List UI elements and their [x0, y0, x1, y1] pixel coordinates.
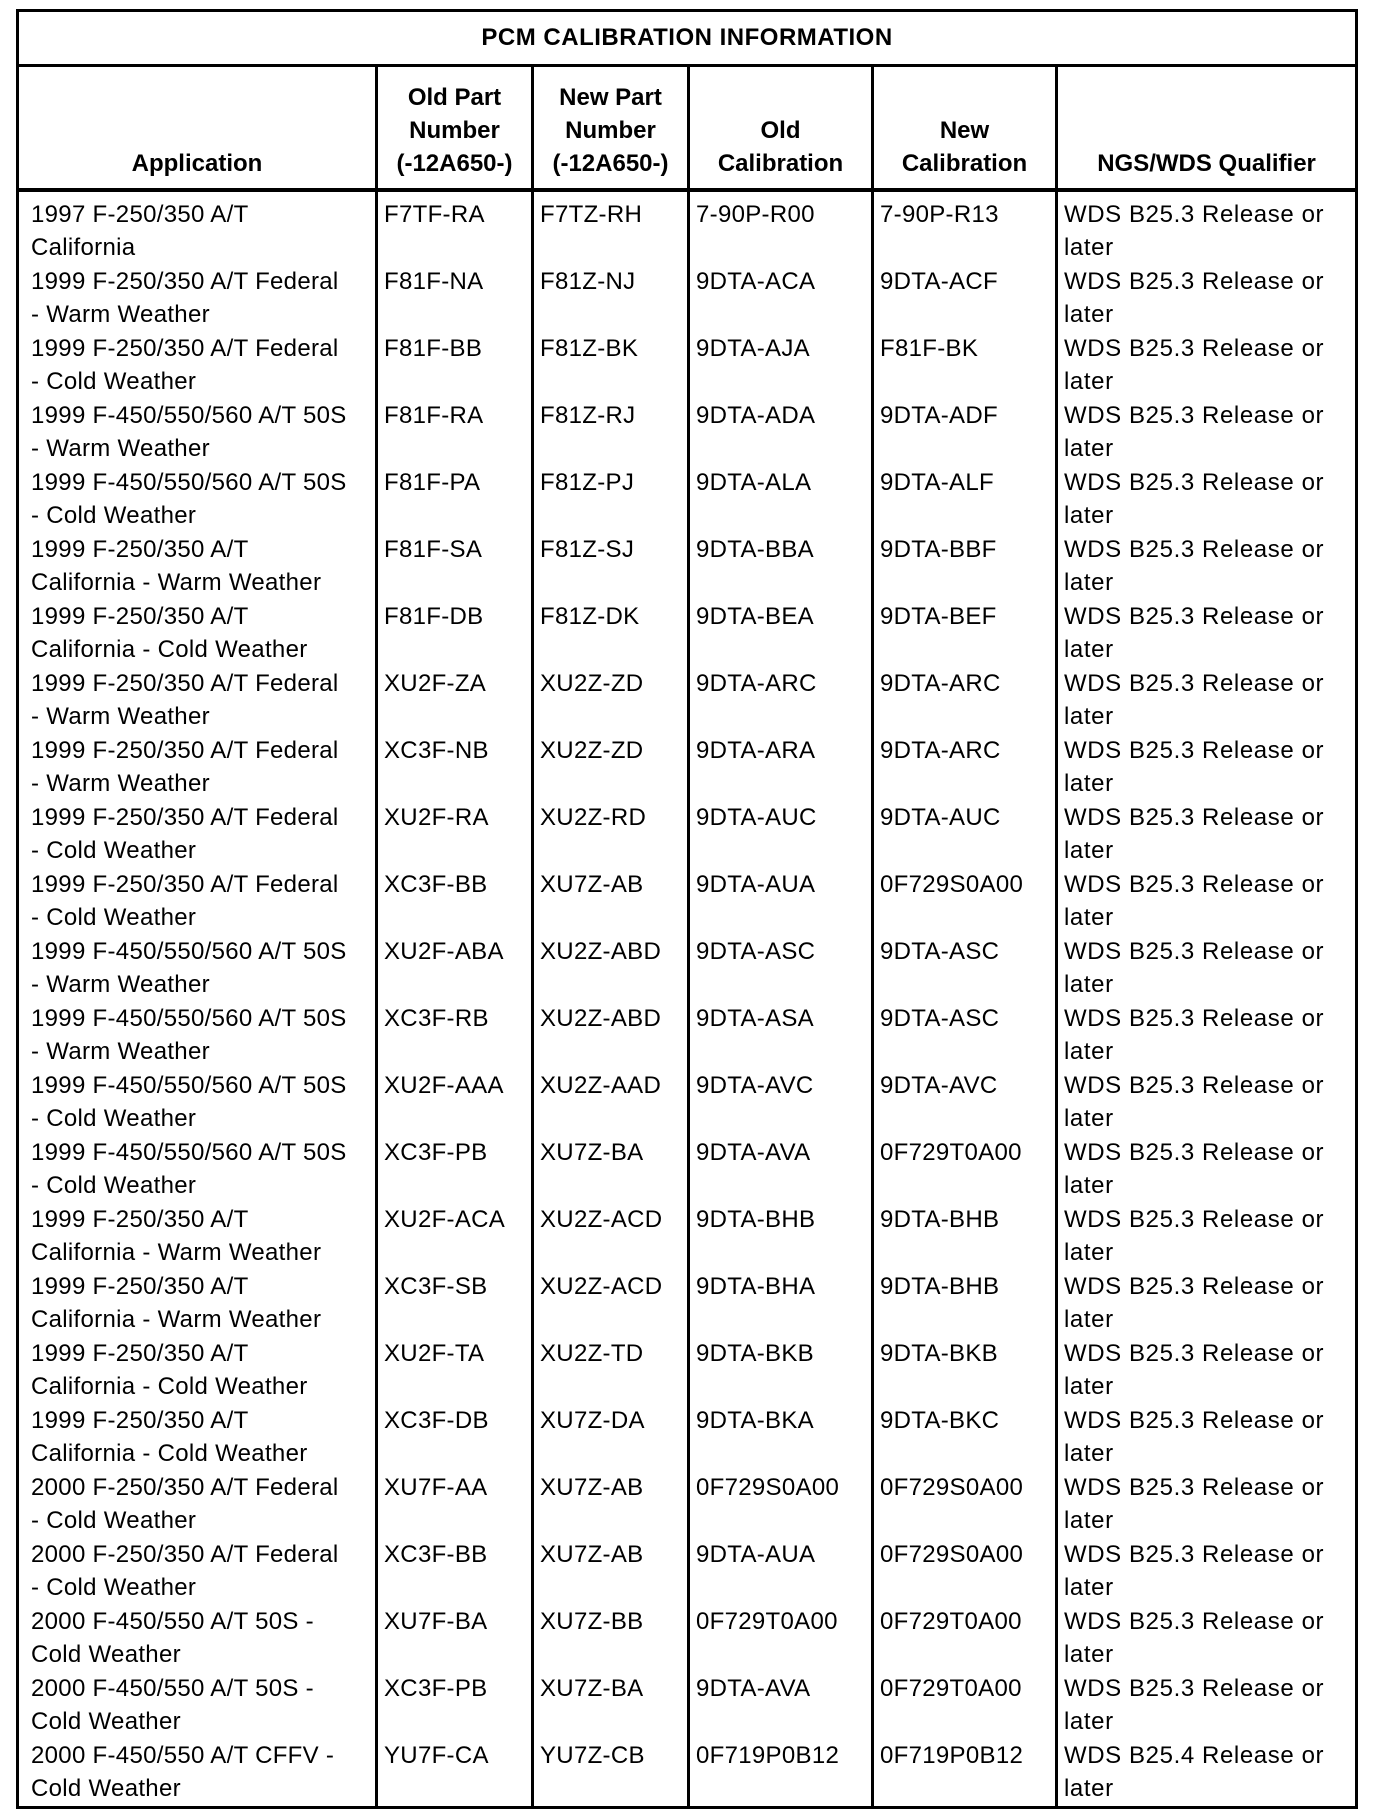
application-line-1: 1999 F-250/350 A/T — [31, 1273, 249, 1300]
qualifier-cell — [1057, 1671, 1357, 1738]
application-cell — [18, 934, 377, 1001]
column-header-line: Calibration — [901, 150, 1028, 177]
application-line-1: 2000 F-250/350 A/T Federal — [31, 1541, 339, 1568]
old-part-number-cell: XC3F-SB — [377, 1269, 533, 1336]
new-part-number-cell: YU7Z-CB — [533, 1738, 689, 1807]
column-header-line: Calibration — [717, 150, 844, 177]
old-part-number-cell: F7TF-RA — [377, 190, 533, 264]
qualifier-line-2: later — [1064, 703, 1114, 730]
application-cell — [18, 1738, 377, 1807]
qualifier-cell — [1057, 398, 1357, 465]
application-line-1: 2000 F-450/550 A/T 50S - — [31, 1675, 314, 1702]
application-cell — [18, 1403, 377, 1470]
old-part-number-cell: XU2F-AAA — [377, 1068, 533, 1135]
old-part-number-cell: XC3F-RB — [377, 1001, 533, 1068]
new-part-number-cell: XU2Z-ZD — [533, 733, 689, 800]
qualifier-line-1: WDS B25.3 Release or — [1064, 1139, 1325, 1166]
application-line-1: 1999 F-450/550/560 A/T 50S — [31, 938, 347, 965]
pcm-calibration-table-wrapper — [16, 9, 1355, 1809]
new-part-number-cell: XU7Z-AB — [533, 1537, 689, 1604]
application-line-2: Cold Weather — [31, 1775, 181, 1802]
qualifier-cell — [1057, 331, 1357, 398]
qualifier-line-1: WDS B25.3 Release or — [1064, 1340, 1325, 1367]
qualifier-cell — [1057, 190, 1357, 264]
new-calibration-cell: 9DTA-ACF — [873, 264, 1057, 331]
qualifier-line-1: WDS B25.3 Release or — [1064, 1273, 1325, 1300]
application-line-2: - Cold Weather — [31, 1574, 197, 1601]
old-calibration-cell: 9DTA-BKB — [689, 1336, 873, 1403]
column-header-row — [18, 66, 1357, 191]
qualifier-line-2: later — [1064, 1172, 1114, 1199]
column-header-line: Number — [409, 117, 500, 144]
new-calibration-cell: 0F729T0A00 — [873, 1135, 1057, 1202]
column-header-line — [878, 81, 1051, 114]
qualifier-line-1: WDS B25.3 Release or — [1064, 1407, 1325, 1434]
table-row — [18, 1269, 1357, 1336]
new-part-number-cell: F81Z-BK — [533, 331, 689, 398]
application-line-2: - Cold Weather — [31, 1105, 197, 1132]
new-part-number-cell: XU2Z-ABD — [533, 1001, 689, 1068]
new-part-number-cell: XU7Z-DA — [533, 1403, 689, 1470]
application-line-1: 1999 F-250/350 A/T Federal — [31, 268, 339, 295]
table-row — [18, 1068, 1357, 1135]
qualifier-line-2: later — [1064, 1574, 1114, 1601]
table-row — [18, 1202, 1357, 1269]
application-cell — [18, 733, 377, 800]
qualifier-cell — [1057, 934, 1357, 1001]
table-row — [18, 1671, 1357, 1738]
column-header-line: New Part — [559, 84, 662, 111]
application-cell — [18, 1068, 377, 1135]
application-line-1: 1999 F-450/550/560 A/T 50S — [31, 1139, 347, 1166]
old-calibration-cell: 9DTA-AUA — [689, 867, 873, 934]
new-part-number-cell: F81Z-SJ — [533, 532, 689, 599]
application-line-2: - Warm Weather — [31, 301, 210, 328]
new-part-number-cell: F81Z-DK — [533, 599, 689, 666]
application-line-2: - Warm Weather — [31, 770, 210, 797]
old-part-number-cell: XU2F-RA — [377, 800, 533, 867]
application-cell — [18, 1671, 377, 1738]
column-header-application — [18, 66, 377, 191]
application-line-2: California — [31, 234, 136, 261]
qualifier-line-2: later — [1064, 1105, 1114, 1132]
application-line-1: 2000 F-450/550 A/T 50S - — [31, 1608, 314, 1635]
qualifier-line-2: later — [1064, 837, 1114, 864]
old-part-number-cell: XC3F-NB — [377, 733, 533, 800]
new-calibration-cell: 9DTA-ASC — [873, 1001, 1057, 1068]
application-line-2: California - Warm Weather — [31, 1306, 322, 1333]
old-calibration-cell: 0F719P0B12 — [689, 1738, 873, 1807]
table-title: PCM CALIBRATION INFORMATION — [18, 11, 1357, 66]
table-row — [18, 733, 1357, 800]
application-line-2: Cold Weather — [31, 1641, 181, 1668]
application-line-2: - Cold Weather — [31, 904, 197, 931]
new-calibration-cell: 9DTA-ALF — [873, 465, 1057, 532]
new-calibration-cell: 9DTA-AVC — [873, 1068, 1057, 1135]
old-part-number-cell: F81F-NA — [377, 264, 533, 331]
old-part-number-cell: XC3F-PB — [377, 1671, 533, 1738]
qualifier-line-1: WDS B25.3 Release or — [1064, 268, 1325, 295]
qualifier-line-2: later — [1064, 1239, 1114, 1266]
old-part-number-cell: F81F-SA — [377, 532, 533, 599]
new-part-number-cell: XU2Z-RD — [533, 800, 689, 867]
application-line-2: California - Warm Weather — [31, 569, 322, 596]
old-part-number-cell: XU2F-TA — [377, 1336, 533, 1403]
application-cell — [18, 331, 377, 398]
application-cell — [18, 1470, 377, 1537]
qualifier-line-1: WDS B25.3 Release or — [1064, 737, 1325, 764]
column-header-line: NGS/WDS Qualifier — [1097, 150, 1316, 177]
old-part-number-cell: XU7F-AA — [377, 1470, 533, 1537]
application-line-1: 1999 F-450/550/560 A/T 50S — [31, 1072, 347, 1099]
column-header-line — [1062, 114, 1351, 147]
qualifier-line-2: later — [1064, 301, 1114, 328]
application-cell — [18, 1269, 377, 1336]
table-row — [18, 1738, 1357, 1807]
qualifier-cell — [1057, 532, 1357, 599]
qualifier-line-1: WDS B25.3 Release or — [1064, 871, 1325, 898]
new-part-number-cell: XU2Z-ACD — [533, 1269, 689, 1336]
qualifier-line-2: later — [1064, 1306, 1114, 1333]
new-calibration-cell: 0F729T0A00 — [873, 1671, 1057, 1738]
qualifier-cell — [1057, 800, 1357, 867]
table-row — [18, 1403, 1357, 1470]
column-header-new-calibration — [873, 66, 1057, 191]
old-calibration-cell: 9DTA-ARA — [689, 733, 873, 800]
old-calibration-cell: 9DTA-BEA — [689, 599, 873, 666]
application-line-2: - Warm Weather — [31, 703, 210, 730]
old-part-number-cell: XC3F-BB — [377, 1537, 533, 1604]
qualifier-cell — [1057, 666, 1357, 733]
new-calibration-cell: 9DTA-ARC — [873, 666, 1057, 733]
new-calibration-cell: 9DTA-ASC — [873, 934, 1057, 1001]
application-line-1: 1999 F-450/550/560 A/T 50S — [31, 469, 347, 496]
application-cell — [18, 1135, 377, 1202]
qualifier-cell — [1057, 1001, 1357, 1068]
qualifier-line-1: WDS B25.3 Release or — [1064, 1608, 1325, 1635]
application-cell — [18, 1537, 377, 1604]
new-part-number-cell: XU7Z-AB — [533, 867, 689, 934]
qualifier-line-1: WDS B25.4 Release or — [1064, 1742, 1325, 1769]
table-row — [18, 1336, 1357, 1403]
new-part-number-cell: F81Z-PJ — [533, 465, 689, 532]
qualifier-cell — [1057, 1135, 1357, 1202]
column-header-line: (-12A650-) — [552, 150, 669, 177]
old-calibration-cell: 7-90P-R00 — [689, 190, 873, 264]
qualifier-cell — [1057, 1470, 1357, 1537]
old-part-number-cell: F81F-DB — [377, 599, 533, 666]
new-calibration-cell: 9DTA-AUC — [873, 800, 1057, 867]
pcm-calibration-table — [16, 9, 1358, 1809]
application-line-1: 1999 F-250/350 A/T — [31, 603, 249, 630]
qualifier-cell — [1057, 465, 1357, 532]
new-calibration-cell: 9DTA-BHB — [873, 1269, 1057, 1336]
new-part-number-cell: XU7Z-BA — [533, 1135, 689, 1202]
old-part-number-cell: YU7F-CA — [377, 1738, 533, 1807]
old-calibration-cell: 9DTA-AVA — [689, 1135, 873, 1202]
qualifier-line-1: WDS B25.3 Release or — [1064, 1541, 1325, 1568]
old-part-number-cell: XU7F-BA — [377, 1604, 533, 1671]
application-line-2: California - Cold Weather — [31, 636, 308, 663]
application-line-2: California - Cold Weather — [31, 1440, 308, 1467]
new-part-number-cell: XU2Z-TD — [533, 1336, 689, 1403]
old-calibration-cell: 9DTA-AJA — [689, 331, 873, 398]
table-body — [18, 190, 1357, 1807]
qualifier-line-2: later — [1064, 1708, 1114, 1735]
application-cell — [18, 1336, 377, 1403]
new-part-number-cell: XU7Z-AB — [533, 1470, 689, 1537]
new-calibration-cell: 9DTA-ARC — [873, 733, 1057, 800]
old-part-number-cell: XU2F-ABA — [377, 934, 533, 1001]
old-calibration-cell: 0F729T0A00 — [689, 1604, 873, 1671]
old-calibration-cell: 9DTA-BKA — [689, 1403, 873, 1470]
application-cell — [18, 666, 377, 733]
qualifier-line-2: later — [1064, 1440, 1114, 1467]
old-calibration-cell: 9DTA-ADA — [689, 398, 873, 465]
table-row — [18, 599, 1357, 666]
application-line-1: 1999 F-250/350 A/T — [31, 536, 249, 563]
application-line-1: 1999 F-250/350 A/T — [31, 1407, 249, 1434]
application-line-1: 1999 F-250/350 A/T Federal — [31, 737, 339, 764]
qualifier-line-2: later — [1064, 1775, 1114, 1802]
qualifier-cell — [1057, 1403, 1357, 1470]
application-cell — [18, 800, 377, 867]
old-calibration-cell: 9DTA-ASA — [689, 1001, 873, 1068]
column-header-line: Number — [565, 117, 656, 144]
new-calibration-cell: 9DTA-BEF — [873, 599, 1057, 666]
column-header-line: (-12A650-) — [396, 150, 513, 177]
table-row — [18, 1604, 1357, 1671]
new-calibration-cell: 0F729S0A00 — [873, 1537, 1057, 1604]
application-line-1: 1999 F-250/350 A/T Federal — [31, 804, 339, 831]
table-row — [18, 666, 1357, 733]
application-line-2: California - Cold Weather — [31, 1373, 308, 1400]
column-header-line: Old Part — [407, 84, 502, 111]
qualifier-line-1: WDS B25.3 Release or — [1064, 1474, 1325, 1501]
qualifier-line-1: WDS B25.3 Release or — [1064, 804, 1325, 831]
new-calibration-cell: 9DTA-BBF — [873, 532, 1057, 599]
qualifier-line-1: WDS B25.3 Release or — [1064, 402, 1325, 429]
application-line-1: 1999 F-250/350 A/T — [31, 1340, 249, 1367]
table-row — [18, 331, 1357, 398]
old-part-number-cell: F81F-BB — [377, 331, 533, 398]
application-line-1: 1999 F-450/550/560 A/T 50S — [31, 402, 347, 429]
qualifier-line-1: WDS B25.3 Release or — [1064, 1206, 1325, 1233]
new-part-number-cell: F81Z-NJ — [533, 264, 689, 331]
column-header-old-part-number — [377, 66, 533, 191]
qualifier-line-2: later — [1064, 1641, 1114, 1668]
old-calibration-cell: 9DTA-ASC — [689, 934, 873, 1001]
new-calibration-cell: 0F729S0A00 — [873, 1470, 1057, 1537]
new-calibration-cell: F81F-BK — [873, 331, 1057, 398]
old-calibration-cell: 9DTA-BHB — [689, 1202, 873, 1269]
application-cell — [18, 1001, 377, 1068]
qualifier-line-1: WDS B25.3 Release or — [1064, 603, 1325, 630]
application-cell — [18, 867, 377, 934]
new-calibration-cell: 0F719P0B12 — [873, 1738, 1057, 1807]
qualifier-line-2: later — [1064, 234, 1114, 261]
new-part-number-cell: XU7Z-BA — [533, 1671, 689, 1738]
qualifier-cell — [1057, 867, 1357, 934]
column-header-new-part-number — [533, 66, 689, 191]
application-line-1: 2000 F-450/550 A/T CFFV - — [31, 1742, 335, 1769]
application-cell — [18, 465, 377, 532]
old-part-number-cell: XU2F-ACA — [377, 1202, 533, 1269]
old-calibration-cell: 9DTA-AUC — [689, 800, 873, 867]
new-part-number-cell: XU2Z-ZD — [533, 666, 689, 733]
application-line-1: 1999 F-450/550/560 A/T 50S — [31, 1005, 347, 1032]
application-line-1: 1999 F-250/350 A/T — [31, 1206, 249, 1233]
new-calibration-cell: 9DTA-BKB — [873, 1336, 1057, 1403]
qualifier-cell — [1057, 1269, 1357, 1336]
application-cell — [18, 190, 377, 264]
table-row — [18, 800, 1357, 867]
new-calibration-cell: 7-90P-R13 — [873, 190, 1057, 264]
new-part-number-cell: XU2Z-AAD — [533, 1068, 689, 1135]
qualifier-line-1: WDS B25.3 Release or — [1064, 201, 1325, 228]
application-cell — [18, 1604, 377, 1671]
qualifier-line-1: WDS B25.3 Release or — [1064, 670, 1325, 697]
qualifier-line-1: WDS B25.3 Release or — [1064, 1005, 1325, 1032]
new-calibration-cell: 0F729T0A00 — [873, 1604, 1057, 1671]
old-part-number-cell: F81F-RA — [377, 398, 533, 465]
qualifier-cell — [1057, 1738, 1357, 1807]
column-header-old-calibration — [689, 66, 873, 191]
qualifier-line-1: WDS B25.3 Release or — [1064, 469, 1325, 496]
table-row — [18, 190, 1357, 264]
new-part-number-cell: XU2Z-ACD — [533, 1202, 689, 1269]
table-row — [18, 1537, 1357, 1604]
qualifier-line-2: later — [1064, 770, 1114, 797]
application-line-2: - Cold Weather — [31, 1172, 197, 1199]
qualifier-line-1: WDS B25.3 Release or — [1064, 1675, 1325, 1702]
new-calibration-cell: 9DTA-ADF — [873, 398, 1057, 465]
qualifier-line-2: later — [1064, 636, 1114, 663]
old-part-number-cell: XC3F-PB — [377, 1135, 533, 1202]
qualifier-cell — [1057, 264, 1357, 331]
application-line-1: 1999 F-250/350 A/T Federal — [31, 335, 339, 362]
application-line-2: - Warm Weather — [31, 971, 210, 998]
application-cell — [18, 532, 377, 599]
qualifier-line-2: later — [1064, 502, 1114, 529]
new-part-number-cell: XU7Z-BB — [533, 1604, 689, 1671]
qualifier-line-2: later — [1064, 971, 1114, 998]
old-calibration-cell: 9DTA-BBA — [689, 532, 873, 599]
qualifier-line-1: WDS B25.3 Release or — [1064, 536, 1325, 563]
application-line-1: 1997 F-250/350 A/T — [31, 201, 249, 228]
qualifier-line-2: later — [1064, 1373, 1114, 1400]
new-part-number-cell: XU2Z-ABD — [533, 934, 689, 1001]
application-line-1: 1999 F-250/350 A/T Federal — [31, 670, 339, 697]
column-header-line — [694, 81, 867, 114]
application-cell — [18, 398, 377, 465]
new-calibration-cell: 9DTA-BHB — [873, 1202, 1057, 1269]
table-row — [18, 934, 1357, 1001]
table-row — [18, 532, 1357, 599]
application-line-2: - Cold Weather — [31, 837, 197, 864]
qualifier-line-2: later — [1064, 1507, 1114, 1534]
old-calibration-cell: 9DTA-AVA — [689, 1671, 873, 1738]
application-line-2: California - Warm Weather — [31, 1239, 322, 1266]
column-header-line — [23, 81, 371, 114]
new-part-number-cell: F7TZ-RH — [533, 190, 689, 264]
qualifier-line-2: later — [1064, 569, 1114, 596]
new-calibration-cell: 0F729S0A00 — [873, 867, 1057, 934]
old-part-number-cell: F81F-PA — [377, 465, 533, 532]
qualifier-line-2: later — [1064, 368, 1114, 395]
column-header-line: New — [939, 117, 990, 144]
column-header-line — [23, 114, 371, 147]
application-line-2: - Warm Weather — [31, 1038, 210, 1065]
table-row — [18, 1135, 1357, 1202]
application-cell — [18, 1202, 377, 1269]
old-calibration-cell: 9DTA-AVC — [689, 1068, 873, 1135]
column-header-line: Old — [760, 117, 801, 144]
column-header-line: Application — [131, 150, 263, 177]
qualifier-cell — [1057, 1202, 1357, 1269]
old-calibration-cell: 9DTA-ARC — [689, 666, 873, 733]
new-part-number-cell: F81Z-RJ — [533, 398, 689, 465]
table-row — [18, 398, 1357, 465]
column-header-line — [1062, 81, 1351, 114]
qualifier-line-2: later — [1064, 1038, 1114, 1065]
qualifier-cell — [1057, 1068, 1357, 1135]
old-part-number-cell: XU2F-ZA — [377, 666, 533, 733]
old-calibration-cell: 0F729S0A00 — [689, 1470, 873, 1537]
qualifier-cell — [1057, 1604, 1357, 1671]
table-row — [18, 465, 1357, 532]
application-line-2: Cold Weather — [31, 1708, 181, 1735]
qualifier-cell — [1057, 1537, 1357, 1604]
old-part-number-cell: XC3F-BB — [377, 867, 533, 934]
application-line-2: - Cold Weather — [31, 502, 197, 529]
old-calibration-cell: 9DTA-AUA — [689, 1537, 873, 1604]
qualifier-cell — [1057, 733, 1357, 800]
application-cell — [18, 599, 377, 666]
application-cell — [18, 264, 377, 331]
table-row — [18, 867, 1357, 934]
old-calibration-cell: 9DTA-BHA — [689, 1269, 873, 1336]
qualifier-line-1: WDS B25.3 Release or — [1064, 938, 1325, 965]
old-calibration-cell: 9DTA-ALA — [689, 465, 873, 532]
new-calibration-cell: 9DTA-BKC — [873, 1403, 1057, 1470]
application-line-2: - Warm Weather — [31, 435, 210, 462]
qualifier-cell — [1057, 599, 1357, 666]
application-line-1: 2000 F-250/350 A/T Federal — [31, 1474, 339, 1501]
qualifier-line-1: WDS B25.3 Release or — [1064, 1072, 1325, 1099]
table-row — [18, 1001, 1357, 1068]
table-row — [18, 264, 1357, 331]
table-row — [18, 1470, 1357, 1537]
old-calibration-cell: 9DTA-ACA — [689, 264, 873, 331]
old-part-number-cell: XC3F-DB — [377, 1403, 533, 1470]
qualifier-line-1: WDS B25.3 Release or — [1064, 335, 1325, 362]
qualifier-line-2: later — [1064, 904, 1114, 931]
application-line-2: - Cold Weather — [31, 368, 197, 395]
qualifier-line-2: later — [1064, 435, 1114, 462]
application-line-2: - Cold Weather — [31, 1507, 197, 1534]
column-header-ngs-wds-qualifier — [1057, 66, 1357, 191]
qualifier-cell — [1057, 1336, 1357, 1403]
application-line-1: 1999 F-250/350 A/T Federal — [31, 871, 339, 898]
